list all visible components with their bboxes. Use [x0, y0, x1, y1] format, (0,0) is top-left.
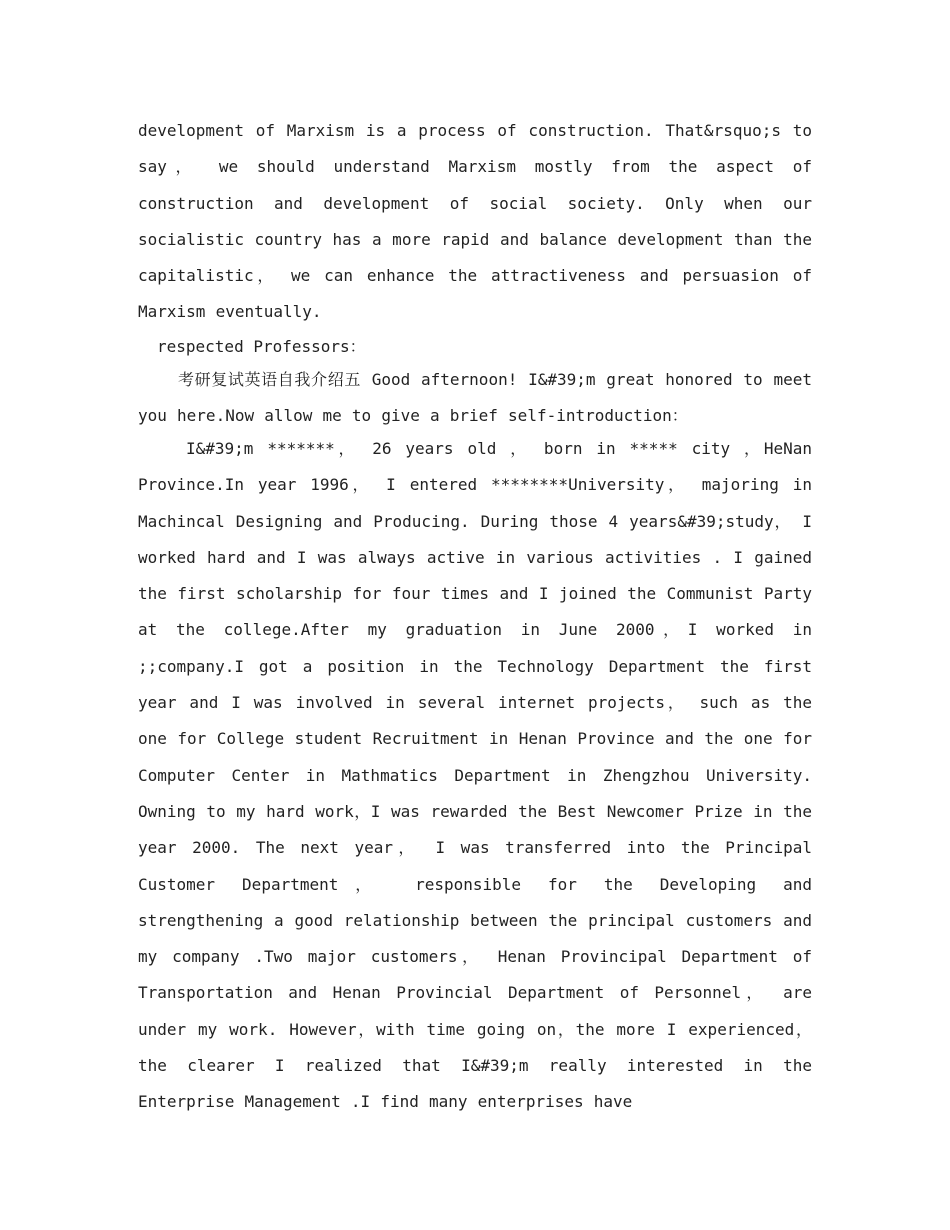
paragraph-greeting: [138, 362, 812, 435]
section-heading-chinese: 考研复试英语自我介绍五: [178, 370, 361, 389]
paragraph-marxism-development: development of Marxism is a process of construction. That&rsquo;s to say， we should understand Marxism mostly from the aspect of construction and development of social society. Only when our socialistic country has a more rapid and balance development than the capitalistic， we can enhance the attractiveness and persuasion of Marxism eventually.: [138, 121, 812, 322]
paragraph-self-introduction: I&#39;m *******， 26 years old ， born in ***** city ，HeNan Province.In year 1996， I entered ********University， majoring in Machincal Designing and Producing. During those 4 years&#39;study， I worked hard and I was always active in various activities . I gained the first scholarship for four times and I joined the Communist Party at the college.After my graduation in June 2000，I worked in ;;company.I got a position in the Technology Department the first year and I was involved in several internet projects， such as the one for College student Recruitment in Henan Province and the one for Computer Center in Mathmatics Department in Zhengzhou University. Owning to my hard work，I was rewarded the Best Newcomer Prize in the year 2000. The next year， I was transferred into the Principal Customer Department， responsible for the Developing and strengthening a good relationship between the principal customers and my company .Two major customers， Henan Provincipal Department of Transportation and Henan Provincial Department of Personnel， are under my work. However，with time going on，the more I experienced， the clearer I realized that I&#39;m really interested in the Enterprise Management .I find many enterprises have: [138, 439, 812, 1112]
greeting-text: Good afternoon! I&#39;m great honored to meet you here.Now allow me to give a brief self-introduction：: [138, 370, 812, 426]
salutation-line: respected Professors：: [157, 337, 366, 356]
